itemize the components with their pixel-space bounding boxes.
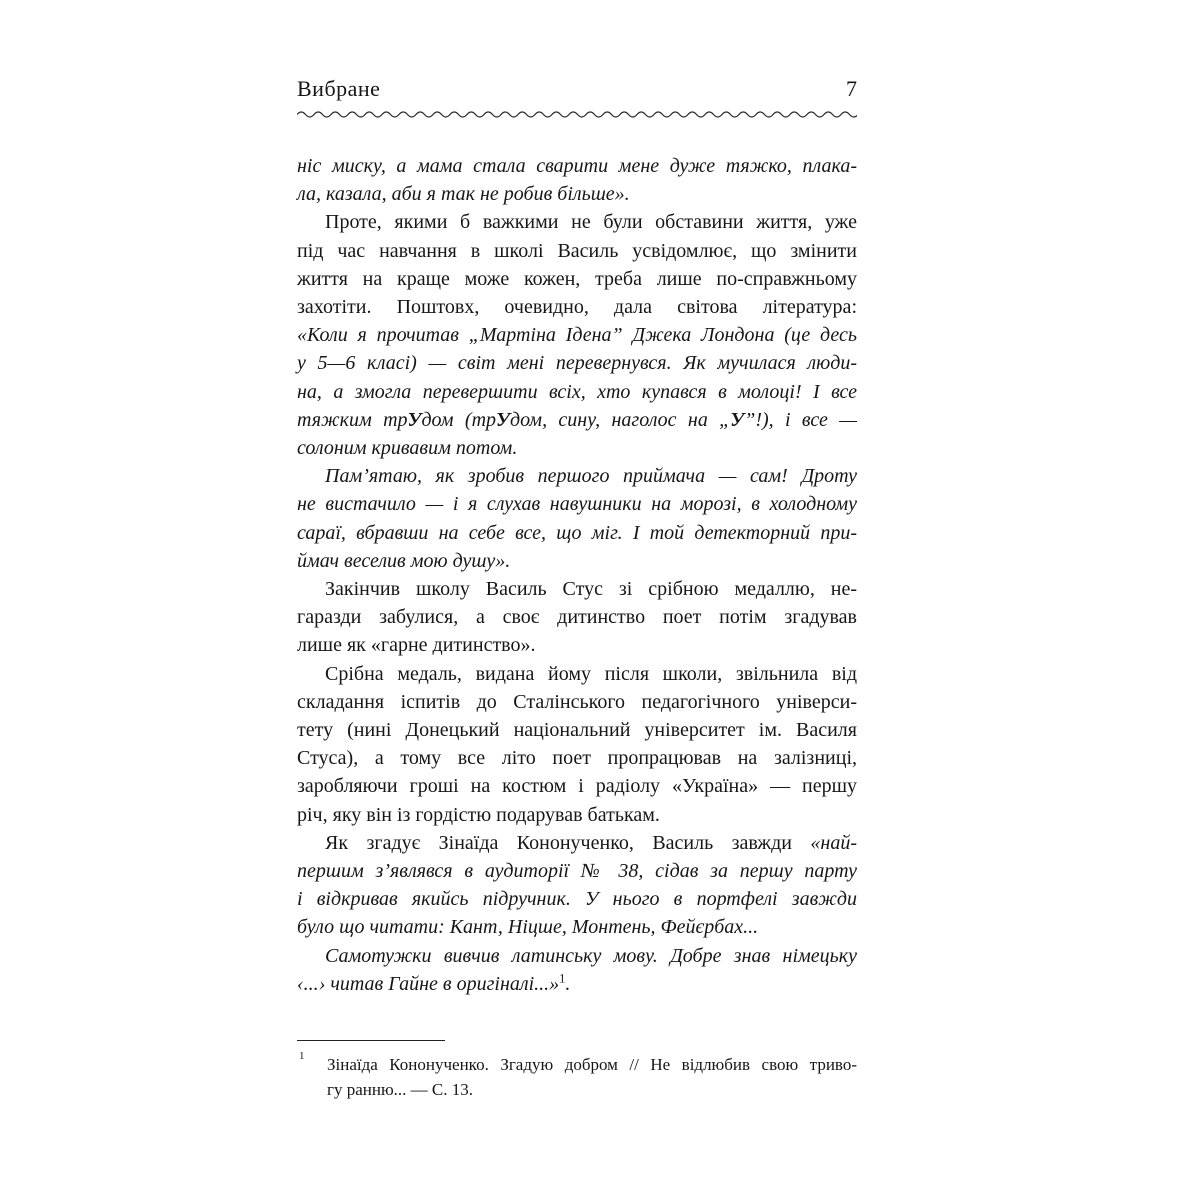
text-line: гаразди забулися, а своє дитинство поет потім згадував [297,606,857,629]
text-line: ймач веселив мою душу». [297,549,511,572]
text-line: життя на краще може кожен, треба лише по-справжньому [297,267,857,290]
footnote-body [297,1052,857,1102]
text-line: Закінчив школу Василь Стус зі срібною медаллю, не- [325,578,857,601]
text-column [297,78,857,1102]
running-header [297,78,857,100]
text-line: заробляючи гроші на костюм і радіолу «Україна» — першу [297,775,857,798]
text-line: у 5—6 класі) — світ мені перевернувся. Як мучилася люди- [297,352,857,375]
footnote-line: гу ранню... — С. 13. [327,1080,474,1100]
text-line: Пам’ятаю, як зробив першого приймача — сам! Дроту [325,465,857,488]
footnote [297,1040,857,1102]
page-body [297,152,857,998]
text-line: ніс миску, а мама стала сварити мене дуже тяжко, плака- [297,155,857,177]
text-line: річ, яку він із гордістю подарував батькам. [297,803,660,826]
wavy-divider [297,108,857,118]
footnote-rule [297,1040,445,1041]
text-line: Як згадує Зінаїда Кононученко, Василь завжди «най- [325,831,857,854]
text-line: Самотужки вивчив латинську мову. Добре знав німецьку [325,944,857,967]
text-line: не вистачило — і я слухав навушники на морозі, в холодному [297,493,857,516]
paragraph [297,208,857,462]
text-line: на, а змогла перевершити всіх, хто купався в молоці! І все [297,380,857,403]
text-line: і відкривав якийсь підручник. У нього в портфелі завжди [297,888,857,911]
text-line: Срібна медаль, видана йому після школи, звільнила від [325,662,857,685]
text-line: «Коли я прочитав „Мартіна Ідена” Джека Лондона (це десь [297,324,857,347]
text-line: Проте, якими б важкими не були обставини життя, уже [325,211,857,234]
paragraph [297,462,857,575]
text-line: ‹...› читав Гайне в оригіналі...»$^1$. [297,971,571,995]
text-line: захотіти. Поштовх, очевидно, дала світова література: [297,296,857,319]
text-line: солоним кривавим потом. [297,437,518,460]
text-line: складання іспитів до Сталінського педагогічного універси- [297,690,857,713]
paragraph [297,152,857,208]
text-line: ла, казала, аби я так не робив більше». [297,183,630,206]
text-line: сараї, вбравши на себе все, що міг. І той детекторний при- [297,521,857,544]
text-line: тету (нині Донецький національний університет ім. Василя [297,719,857,742]
text-line: лише як «гарне дитинство». [297,634,536,657]
text-line: Стуса), а тому все літо поет пропрацював на залізниці, [297,747,857,770]
paragraph [297,575,857,660]
paragraph [297,942,857,998]
paragraph [297,660,857,829]
text-line: першим з’являвся в аудиторії № 38, сідав за першу парту [297,860,857,883]
page-title: Вибране [297,76,381,101]
page-number: 7 [846,76,857,101]
footnote-marker: 1 [299,1050,305,1063]
footnote-line: Зінаїда Кононученко. Згадую добром // Не відлюбив свою триво- [327,1055,857,1075]
paragraph [297,829,857,942]
text-line: тяжким трУдом (трУдом, сину, наголос на „У”!), і все — [297,408,857,431]
text-line: під час навчання в школі Василь усвідомлює, що змінити [297,239,857,262]
text-line: було що читати: Кант, Ніцше, Монтень, Фейєрбах... [297,916,759,939]
